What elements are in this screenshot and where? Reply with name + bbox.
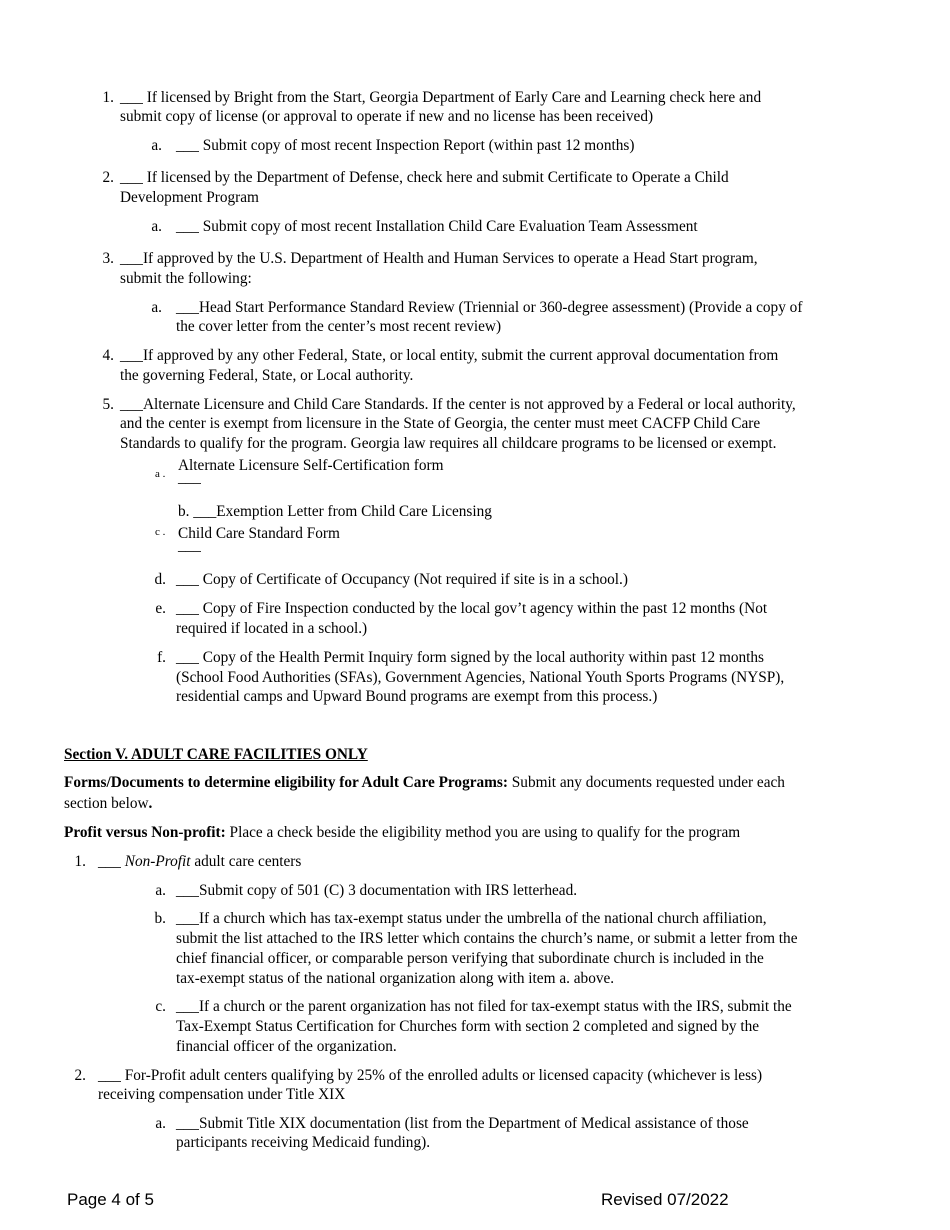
sub-line: ___ Submit copy of most recent Inspection Report (within past 12 months) xyxy=(176,137,635,154)
sub-line: ___If a church or the parent organization has not filed for tax-exempt status with the IRS, submit the xyxy=(176,998,792,1015)
profit-text: Place a check beside the eligibility method you are using to qualify for the program xyxy=(225,824,741,841)
sub-line: submit the list attached to the IRS letter which contains the church’s name, or submit a letter from the xyxy=(176,930,798,947)
forms-label: Forms/Documents to determine eligibility for Adult Care Programs: xyxy=(64,774,508,791)
sub-letter: b. xyxy=(154,910,166,927)
sub-line: required if located in a school.) xyxy=(176,620,368,637)
item-number: 5. xyxy=(102,396,114,413)
sub-line: Alternate Licensure Self-Certification form xyxy=(178,457,444,474)
sub-line: Child Care Standard Form xyxy=(178,525,340,542)
sub-line: Tax-Exempt Status Certification for Churches form with section 2 completed and signed by the xyxy=(176,1018,760,1035)
item-line: submit copy of license (or approval to operate if new and no license has been received) xyxy=(120,108,654,125)
forms-paragraph-2 xyxy=(64,794,152,814)
item-number: 2. xyxy=(74,1067,86,1084)
item-number: 1. xyxy=(102,89,114,106)
item-line: receiving compensation under Title XIX xyxy=(98,1086,346,1103)
forms-paragraph xyxy=(64,773,894,793)
section-title: Section V. ADULT CARE FACILITIES ONLY xyxy=(64,746,368,763)
sub-letter: c. xyxy=(155,998,166,1015)
item-line: and the center is exempt from licensure in the State of Georgia, the center must meet CACFP Child Care xyxy=(120,415,761,432)
sub-line: the cover letter from the center’s most recent review) xyxy=(176,318,502,335)
sub-line: ___Submit copy of 501 (C) 3 documentation with IRS letterhead. xyxy=(176,882,578,899)
sub-letter: f. xyxy=(157,649,166,666)
sub-line: b. ___Exemption Letter from Child Care Licensing xyxy=(178,503,492,520)
item-line: ___ If licensed by Bright from the Start, Georgia Department of Early Care and Learning check here and xyxy=(120,89,762,106)
item-number: 1. xyxy=(74,853,86,870)
item-line: ___If approved by any other Federal, State, or local entity, submit the current approval documentation from xyxy=(120,347,779,364)
sub-line: participants receiving Medicaid funding). xyxy=(176,1134,431,1151)
sub-line: residential camps and Upward Bound programs are exempt from this process.) xyxy=(176,688,658,705)
blank-line: ___ xyxy=(178,469,201,486)
sub-letter: e. xyxy=(155,600,166,617)
sub-letter: a. xyxy=(155,1115,166,1132)
sub-line: ___ Copy of Fire Inspection conducted by the local gov’t agency within the past 12 months (Not xyxy=(176,600,768,617)
nonprofit-text: adult care centers xyxy=(190,853,302,870)
blank-line: ___ xyxy=(178,537,201,554)
sub-line: ___Head Start Performance Standard Review (Triennial or 360-degree assessment) (Provide a copy of xyxy=(176,299,803,316)
item-line: ___ If licensed by the Department of Defense, check here and submit Certificate to Operate a Child xyxy=(120,169,729,186)
item-line: ___If approved by the U.S. Department of Health and Human Services to operate a Head Start program, xyxy=(120,250,758,267)
item-line: Standards to qualify for the program. Georgia law requires all childcare programs to be licensed or exempt. xyxy=(120,435,777,452)
sub-line: (School Food Authorities (SFAs), Government Agencies, National Youth Sports Programs (NYSP), xyxy=(176,669,785,686)
profit-paragraph xyxy=(64,823,740,843)
sub-letter: a. xyxy=(151,137,162,154)
item-line: Development Program xyxy=(120,189,259,206)
blank-line: ___ xyxy=(98,853,125,870)
forms-text-2: section below xyxy=(64,795,149,812)
revised-date: Revised 07/2022 xyxy=(601,1190,729,1209)
item-line: the governing Federal, State, or Local authority. xyxy=(120,367,414,384)
sub-letter: c . xyxy=(155,526,166,538)
sub-letter: a . xyxy=(155,468,166,480)
nonprofit-item xyxy=(98,852,301,872)
sub-line: financial officer of the organization. xyxy=(176,1038,397,1055)
page-number: Page 4 of 5 xyxy=(67,1190,154,1209)
sub-line: ___If a church which has tax-exempt status under the umbrella of the national church affiliation, xyxy=(176,910,767,927)
nonprofit-label: Non-Profit xyxy=(124,853,191,870)
sub-line: chief financial officer, or comparable person verifying that subordinate church is included in the xyxy=(176,950,764,967)
item-line: submit the following: xyxy=(120,270,252,287)
sub-line: ___ Copy of the Health Permit Inquiry form signed by the local authority within past 12 months xyxy=(176,649,764,666)
forms-text: Submit any documents requested under each xyxy=(507,774,785,791)
sub-letter: a. xyxy=(151,218,162,235)
item-line: ___ For-Profit adult centers qualifying by 25% of the enrolled adults or licensed capacity (whichever is less) xyxy=(98,1067,763,1084)
item-number: 4. xyxy=(102,347,114,364)
sub-line: ___ Submit copy of most recent Installation Child Care Evaluation Team Assessment xyxy=(176,218,698,235)
item-line: ___Alternate Licensure and Child Care Standards. If the center is not approved by a Federal or local authority, xyxy=(120,396,796,413)
forms-end: . xyxy=(148,795,153,812)
sub-line: ___Submit Title XIX documentation (list from the Department of Medical assistance of those xyxy=(176,1115,749,1132)
sub-letter: a. xyxy=(155,882,166,899)
sub-line: ___ Copy of Certificate of Occupancy (Not required if site is in a school.) xyxy=(176,571,628,588)
sub-letter: d. xyxy=(154,571,166,588)
sub-line: tax-exempt status of the national organization along with item a. above. xyxy=(176,970,615,987)
item-number: 3. xyxy=(102,250,114,267)
sub-letter: a. xyxy=(151,299,162,316)
profit-label: Profit versus Non-profit: xyxy=(64,824,226,841)
item-number: 2. xyxy=(102,169,114,186)
